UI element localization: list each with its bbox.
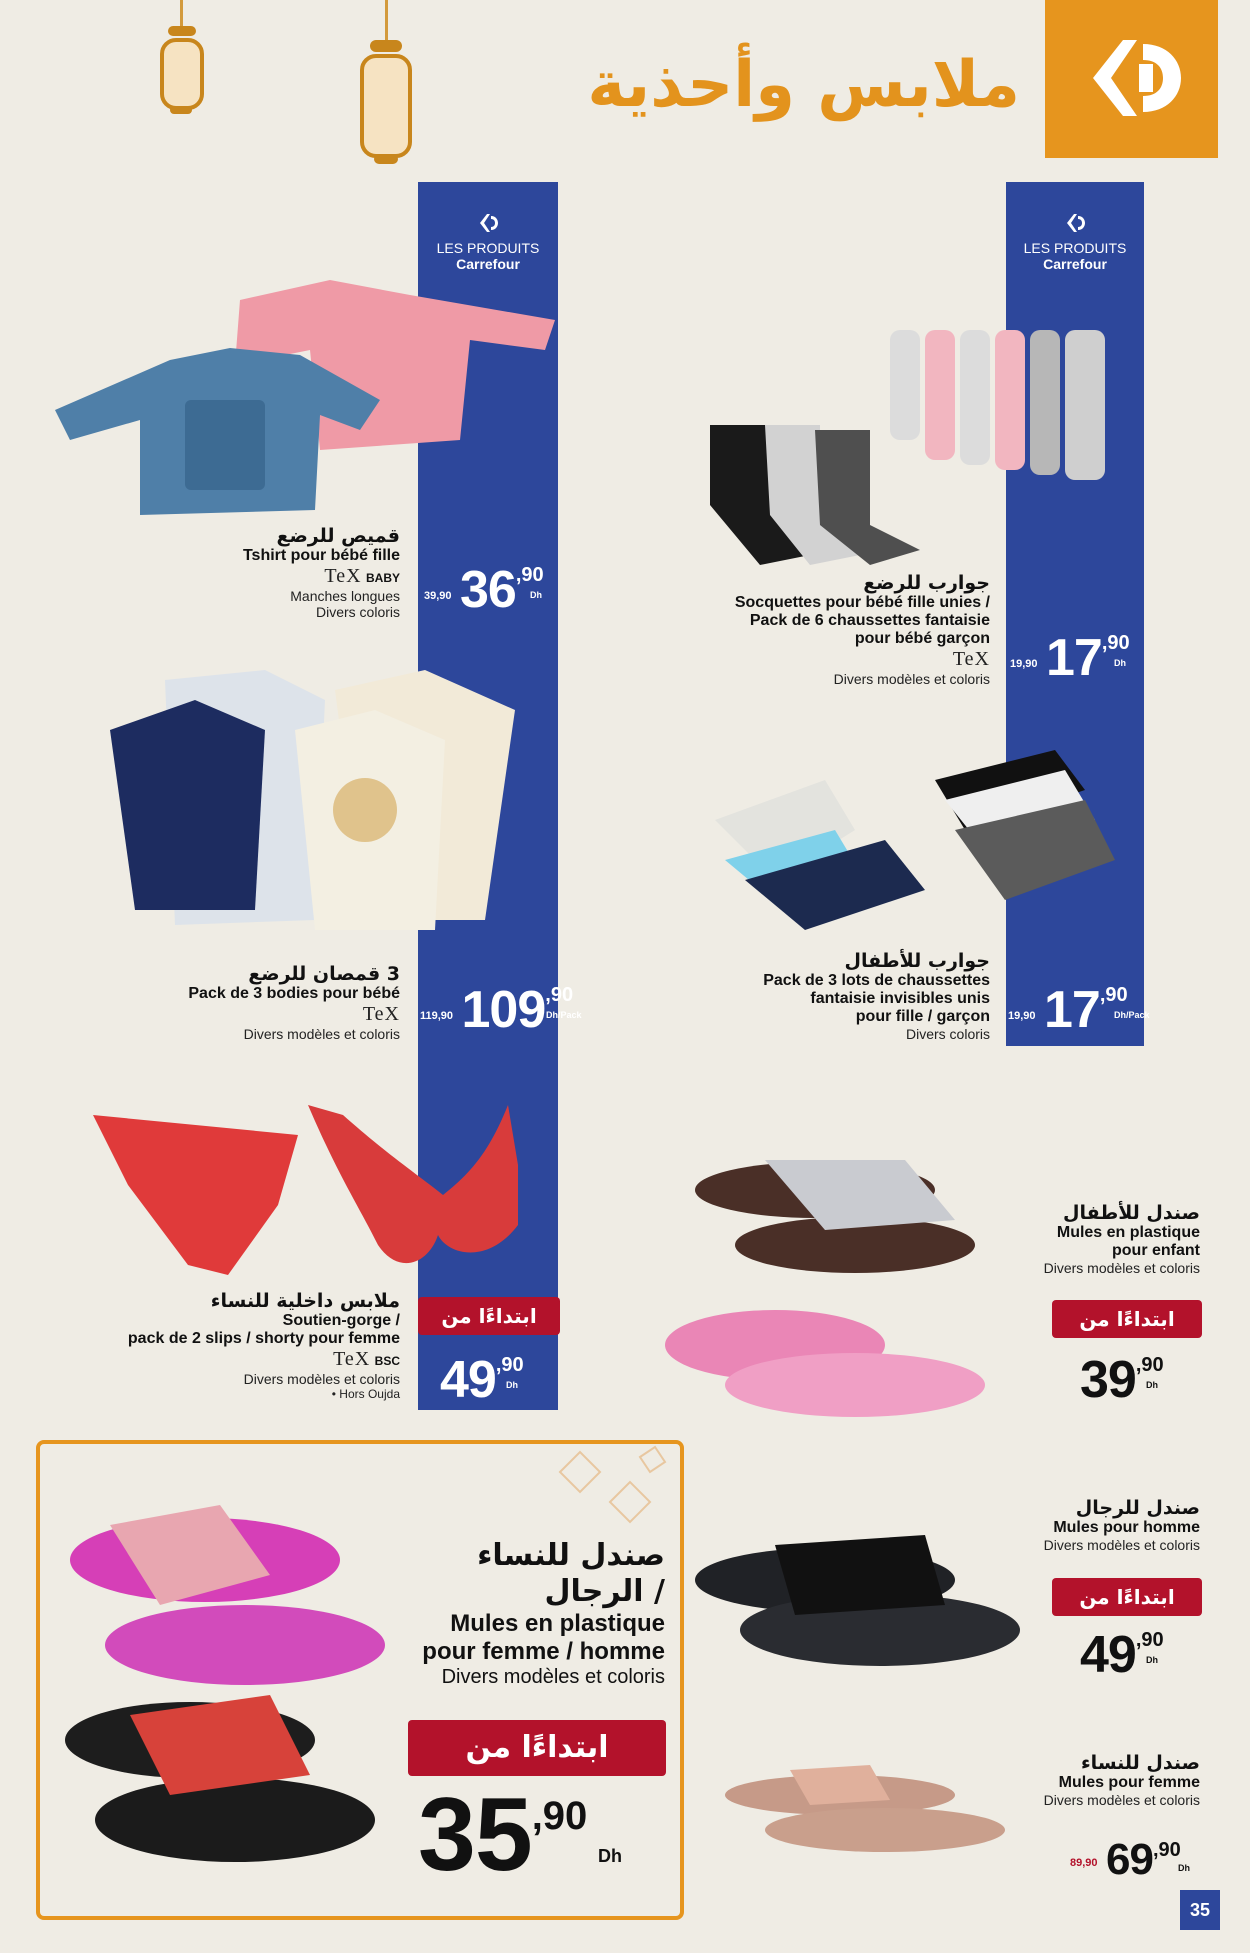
brand-logo: TeX: [952, 648, 990, 670]
product-bodies: [70, 963, 400, 1042]
starting-from-badge: ابتداءًا من: [408, 1720, 666, 1776]
price-integer: 35: [418, 1777, 532, 1893]
product-name-ar: صندل للنساء: [1080, 1752, 1200, 1774]
brand-tag: BSC: [374, 1354, 400, 1368]
old-price: 39,90: [424, 590, 452, 602]
baby-socks-image: [690, 325, 1130, 575]
price-lingerie: [440, 1350, 524, 1410]
product-name-ar: صندل للرجال: [1075, 1497, 1200, 1519]
product-desc: Divers coloris: [315, 604, 400, 620]
old-price: 119,90: [420, 1010, 454, 1022]
price-unit: Dh: [598, 1846, 622, 1866]
lantern-rope-right: [385, 0, 388, 40]
lantern-icon: [360, 54, 412, 158]
price-bodies: [420, 980, 582, 1040]
old-price: 89,90: [1070, 1857, 1098, 1869]
lantern-base-left: [170, 106, 192, 114]
band-label-line2: Carrefour: [456, 256, 520, 272]
price-integer: 109: [461, 981, 546, 1039]
product-kids-mules: [940, 1202, 1200, 1276]
starting-from-badge: ابتداءًا من: [1052, 1300, 1202, 1338]
product-desc: Divers modèles et coloris: [441, 1666, 665, 1688]
price-unit: Dh: [1178, 1863, 1190, 1873]
product-name-fr: pour bébé garçon: [854, 630, 990, 647]
price-integer: 49: [1080, 1626, 1136, 1684]
product-name-ar: 3 قمصان للرضع: [248, 963, 400, 985]
price-unit: Dh/Pack: [546, 1010, 582, 1020]
product-desc: Divers coloris: [905, 1026, 990, 1042]
band-label-line2: Carrefour: [1043, 256, 1107, 272]
price-unit: Dh: [506, 1380, 518, 1390]
product-desc: Divers modèles et coloris: [1043, 1537, 1200, 1553]
price-integer: 39: [1080, 1351, 1136, 1409]
product-name-fr: Mules pour homme: [1053, 1519, 1200, 1536]
price-unit: Dh: [530, 590, 542, 600]
product-name-fr: Soutien-gorge /: [282, 1312, 400, 1329]
product-desc: Divers modèles et coloris: [243, 1371, 400, 1387]
lantern-icon: [160, 38, 204, 110]
product-name-fr: pour fille / garçon: [855, 1008, 990, 1025]
starting-from-badge: ابتداءًا من: [418, 1297, 560, 1335]
product-name-ar: صندل للأطفال: [1063, 1202, 1200, 1224]
product-featured-mules: [365, 1538, 665, 1689]
product-name-fr: Mules en plastique: [450, 1610, 665, 1637]
tshirt-image: [50, 270, 560, 520]
bodies-pack-image: [105, 660, 525, 950]
price-unit: Dh: [1146, 1380, 1158, 1390]
kids-mules-image: [655, 1150, 1025, 1420]
price-decimal: ,90: [1099, 984, 1128, 1006]
carrefour-logo-icon: [475, 210, 501, 236]
product-name-ar: / الرجال: [544, 1574, 665, 1609]
price-decimal: ,90: [1135, 1629, 1164, 1651]
old-price: 19,90: [1010, 658, 1038, 670]
product-desc: Divers modèles et coloris: [1043, 1260, 1200, 1276]
carrefour-logo-icon: [1062, 210, 1088, 236]
lingerie-image: [88, 1095, 528, 1295]
product-desc: Divers modèles et coloris: [833, 671, 990, 687]
page-title: ملابس وأحذية: [587, 48, 1020, 122]
price-unit: Dh: [1146, 1655, 1158, 1665]
band-label-line1: LES PRODUITS: [436, 240, 540, 256]
lantern-base-right: [374, 154, 398, 164]
product-name-fr: Mules en plastique: [1056, 1224, 1200, 1241]
carrefour-logo-icon: [1045, 0, 1218, 158]
product-name-fr: pour enfant: [1112, 1242, 1200, 1259]
carrefour-logo: [1045, 0, 1218, 158]
product-name-fr: fantaisie invisibles unis: [810, 990, 990, 1007]
price-decimal: ,90: [1101, 632, 1130, 654]
price-integer: 49: [440, 1351, 496, 1409]
price-decimal: ,90: [495, 1354, 524, 1376]
price-tshirt: [424, 560, 544, 620]
old-price: 19,90: [1008, 1010, 1036, 1022]
product-name-fr: pack de 2 slips / shorty pour femme: [127, 1330, 400, 1347]
lantern-cap-left: [168, 26, 196, 36]
brand-logo: TeX: [324, 565, 362, 587]
price-kids-mules: [1080, 1350, 1164, 1410]
band-label-line1: LES PRODUITS: [1023, 240, 1127, 256]
product-name-fr: Pack de 6 chaussettes fantaisie: [749, 612, 990, 629]
lantern-cap-right: [370, 40, 402, 52]
product-desc: Manches longues: [290, 588, 400, 604]
brand-tag: BABY: [365, 571, 400, 585]
price-integer: 17: [1045, 629, 1102, 687]
price-decimal: ,90: [1135, 1354, 1164, 1376]
brand-line: [70, 565, 400, 588]
product-name-fr: Tshirt pour bébé fille: [242, 547, 400, 564]
product-desc: Divers modèles et coloris: [1043, 1792, 1200, 1808]
les-produits-carrefour-label: [418, 210, 558, 272]
price-decimal: ,90: [515, 564, 544, 586]
product-name-ar: قميص للرضع: [276, 525, 400, 547]
les-produits-carrefour-label: [1006, 210, 1144, 272]
product-kids-socks: [660, 950, 990, 1042]
kids-socks-image: [705, 740, 1125, 930]
price-men-mules: [1080, 1625, 1164, 1685]
brand-line: [40, 1348, 400, 1371]
price-decimal: ,90: [545, 984, 574, 1006]
product-women-mules: [940, 1752, 1200, 1808]
product-men-mules: [940, 1497, 1200, 1553]
product-name-fr: Pack de 3 lots de chaussettes: [763, 972, 990, 989]
product-name-ar: جوارب للأطفال: [844, 950, 990, 972]
product-tshirt: [70, 525, 400, 620]
price-integer: 69: [1105, 1835, 1153, 1884]
product-lingerie: [40, 1290, 400, 1401]
product-name-fr: Socquettes pour bébé fille unies /: [734, 594, 990, 611]
price-baby-socks: [1010, 628, 1130, 688]
brand-logo: TeX: [333, 1348, 371, 1370]
page-number: 35: [1180, 1890, 1220, 1930]
price-featured-mules: [418, 1777, 622, 1893]
starting-from-badge: ابتداءًا من: [1052, 1578, 1202, 1616]
price-unit: Dh/Pack: [1114, 1010, 1150, 1020]
product-desc: Divers modèles et coloris: [243, 1026, 400, 1042]
product-baby-socks: [660, 572, 990, 687]
product-name-fr: Pack de 3 bodies pour bébé: [188, 985, 400, 1002]
price-unit: Dh: [1114, 658, 1126, 668]
product-name-ar: ملابس داخلية للنساء: [210, 1290, 400, 1312]
product-name-fr: Mules pour femme: [1058, 1774, 1200, 1791]
star-pattern-icon: [540, 1442, 680, 1542]
lantern-rope-left: [180, 0, 183, 28]
product-name-ar: جوارب للرضع: [863, 572, 990, 594]
price-kids-socks: [1008, 980, 1150, 1040]
price-decimal: ,90: [1152, 1839, 1181, 1861]
price-integer: 36: [459, 561, 516, 619]
price-integer: 17: [1043, 981, 1100, 1039]
product-name-ar: صندل للنساء: [477, 1538, 665, 1573]
price-decimal: ,90: [531, 1794, 588, 1838]
product-name-fr: pour femme / homme: [422, 1638, 665, 1665]
product-note: • Hors Oujda: [331, 1387, 400, 1401]
price-women-mules: [1070, 1835, 1190, 1885]
brand-logo: TeX: [362, 1003, 400, 1025]
